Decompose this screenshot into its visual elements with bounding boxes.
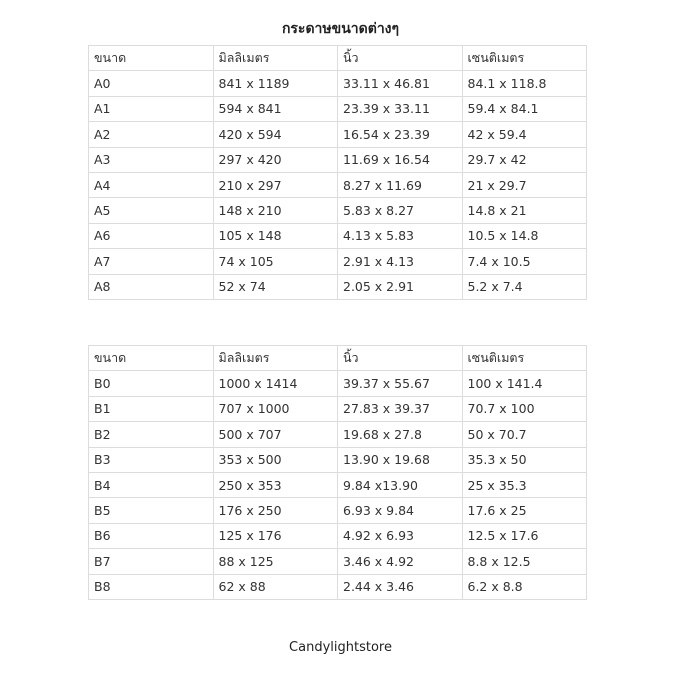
- table-cell: A5: [89, 198, 214, 223]
- b-series-table: [88, 345, 587, 600]
- table-cell: 25 x 35.3: [462, 472, 587, 497]
- table-cell: 42 x 59.4: [462, 122, 587, 147]
- table-row: [89, 498, 587, 523]
- table-cell: 210 x 297: [213, 172, 338, 197]
- table-cell: 11.69 x 16.54: [338, 147, 463, 172]
- table-cell: B7: [89, 549, 214, 574]
- table-cell: 353 x 500: [213, 447, 338, 472]
- table-header-row: [89, 346, 587, 371]
- table-cell: 17.6 x 25: [462, 498, 587, 523]
- table-cell: A7: [89, 249, 214, 274]
- table-header-row: [89, 46, 587, 71]
- column-header: ขนาด: [89, 346, 214, 371]
- table-cell: 14.8 x 21: [462, 198, 587, 223]
- table-cell: B2: [89, 422, 214, 447]
- table-cell: 5.83 x 8.27: [338, 198, 463, 223]
- a-series-table: [88, 45, 587, 300]
- table-cell: 2.44 x 3.46: [338, 574, 463, 599]
- table-row: [89, 396, 587, 421]
- table-cell: A4: [89, 172, 214, 197]
- table-cell: 84.1 x 118.8: [462, 71, 587, 96]
- table-cell: 707 x 1000: [213, 396, 338, 421]
- table-row: [89, 422, 587, 447]
- column-header: เซนติเมตร: [462, 46, 587, 71]
- table-cell: 50 x 70.7: [462, 422, 587, 447]
- table-cell: 8.8 x 12.5: [462, 549, 587, 574]
- table-cell: 29.7 x 42: [462, 147, 587, 172]
- table-row: [89, 223, 587, 248]
- table-cell: 27.83 x 39.37: [338, 396, 463, 421]
- table-cell: B5: [89, 498, 214, 523]
- store-name-footer: Candylightstore: [289, 640, 392, 655]
- table-cell: B0: [89, 371, 214, 396]
- column-header: มิลลิเมตร: [213, 46, 338, 71]
- table-cell: 74 x 105: [213, 249, 338, 274]
- table-cell: 500 x 707: [213, 422, 338, 447]
- table-cell: B3: [89, 447, 214, 472]
- table-cell: 148 x 210: [213, 198, 338, 223]
- table-row: [89, 549, 587, 574]
- table-cell: 19.68 x 27.8: [338, 422, 463, 447]
- table-cell: 420 x 594: [213, 122, 338, 147]
- table-cell: 297 x 420: [213, 147, 338, 172]
- table-cell: 70.7 x 100: [462, 396, 587, 421]
- table-row: [89, 447, 587, 472]
- table-cell: 125 x 176: [213, 523, 338, 548]
- table-cell: 39.37 x 55.67: [338, 371, 463, 396]
- table-row: [89, 71, 587, 96]
- table-cell: 8.27 x 11.69: [338, 172, 463, 197]
- table-cell: 23.39 x 33.11: [338, 96, 463, 121]
- table-cell: 88 x 125: [213, 549, 338, 574]
- table-cell: B4: [89, 472, 214, 497]
- table-cell: A6: [89, 223, 214, 248]
- table-cell: 5.2 x 7.4: [462, 274, 587, 299]
- table-cell: 62 x 88: [213, 574, 338, 599]
- table-cell: A1: [89, 96, 214, 121]
- table-cell: A2: [89, 122, 214, 147]
- table-row: [89, 574, 587, 599]
- table-row: [89, 96, 587, 121]
- column-header: มิลลิเมตร: [213, 346, 338, 371]
- table-row: [89, 122, 587, 147]
- table-cell: 33.11 x 46.81: [338, 71, 463, 96]
- table-cell: 1000 x 1414: [213, 371, 338, 396]
- table-cell: 21 x 29.7: [462, 172, 587, 197]
- table-cell: 12.5 x 17.6: [462, 523, 587, 548]
- table-row: [89, 371, 587, 396]
- table-cell: 250 x 353: [213, 472, 338, 497]
- table-row: [89, 274, 587, 299]
- table-row: [89, 472, 587, 497]
- table-row: [89, 172, 587, 197]
- table-cell: B6: [89, 523, 214, 548]
- table-cell: 6.2 x 8.8: [462, 574, 587, 599]
- table-cell: 841 x 1189: [213, 71, 338, 96]
- table-cell: A0: [89, 71, 214, 96]
- table-cell: 2.05 x 2.91: [338, 274, 463, 299]
- column-header: นิ้ว: [338, 346, 463, 371]
- table-cell: 7.4 x 10.5: [462, 249, 587, 274]
- table-cell: 13.90 x 19.68: [338, 447, 463, 472]
- table-cell: 59.4 x 84.1: [462, 96, 587, 121]
- table-cell: 10.5 x 14.8: [462, 223, 587, 248]
- table-cell: 9.84 x13.90: [338, 472, 463, 497]
- table-row: [89, 523, 587, 548]
- table-cell: 4.13 x 5.83: [338, 223, 463, 248]
- table-row: [89, 147, 587, 172]
- table-cell: 6.93 x 9.84: [338, 498, 463, 523]
- table-cell: 594 x 841: [213, 96, 338, 121]
- table-row: [89, 198, 587, 223]
- table-cell: 176 x 250: [213, 498, 338, 523]
- table-cell: 35.3 x 50: [462, 447, 587, 472]
- column-header: นิ้ว: [338, 46, 463, 71]
- table-row: [89, 249, 587, 274]
- table-cell: B1: [89, 396, 214, 421]
- table-cell: B8: [89, 574, 214, 599]
- column-header: เซนติเมตร: [462, 346, 587, 371]
- column-header: ขนาด: [89, 46, 214, 71]
- table-cell: 100 x 141.4: [462, 371, 587, 396]
- table-cell: 105 x 148: [213, 223, 338, 248]
- table-cell: 4.92 x 6.93: [338, 523, 463, 548]
- table-cell: A3: [89, 147, 214, 172]
- table-cell: 52 x 74: [213, 274, 338, 299]
- page-title: กระดาษขนาดต่างๆ: [281, 21, 400, 37]
- table-cell: A8: [89, 274, 214, 299]
- table-cell: 2.91 x 4.13: [338, 249, 463, 274]
- table-cell: 3.46 x 4.92: [338, 549, 463, 574]
- table-cell: 16.54 x 23.39: [338, 122, 463, 147]
